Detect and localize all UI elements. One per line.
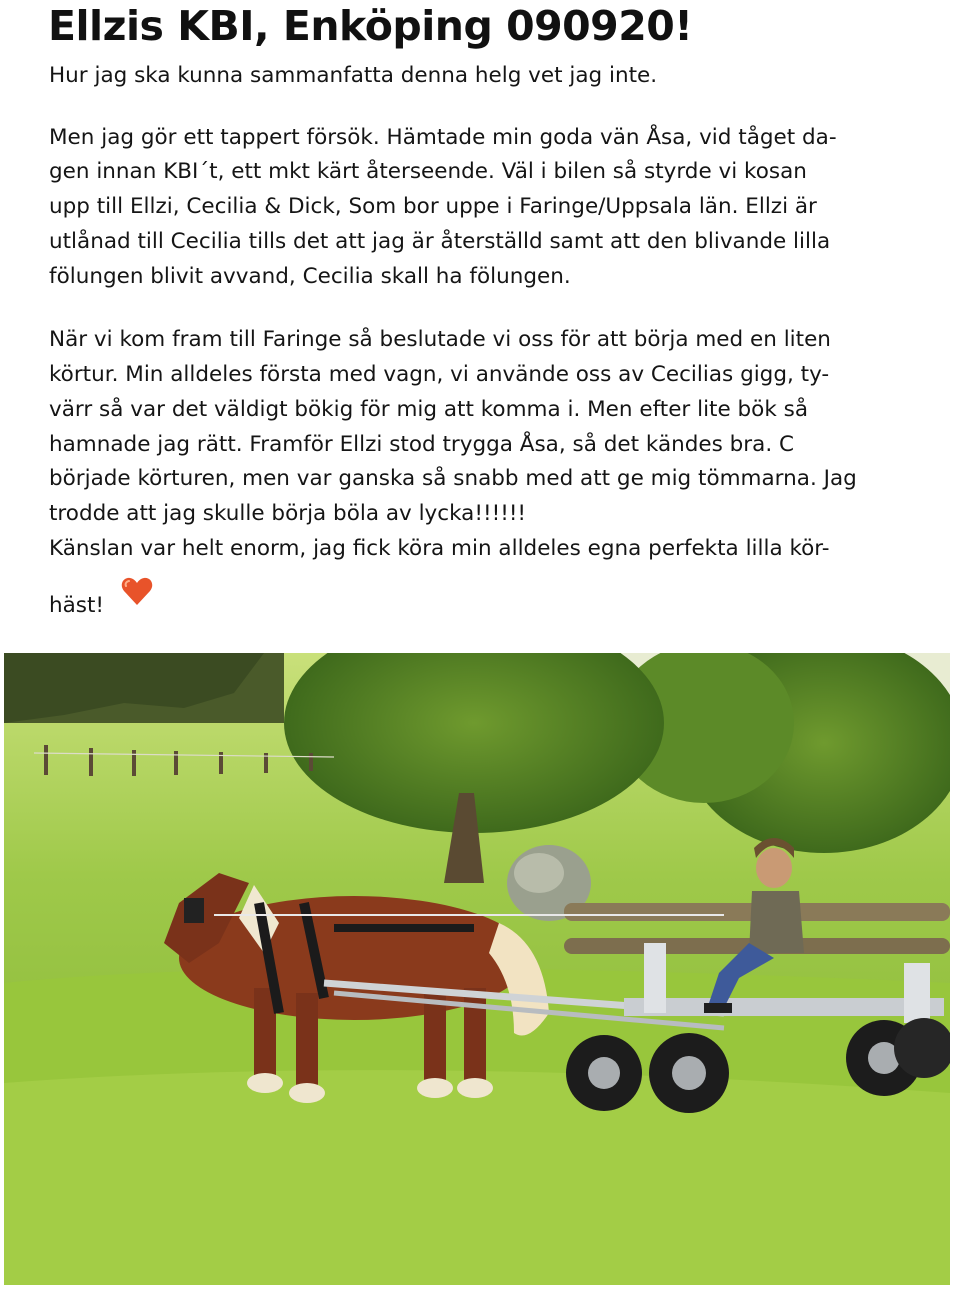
- paragraph-1-line-2: gen innan KBI´t, ett mkt kärt återseende. Väl i bilen så styrde vi kosan: [49, 159, 807, 184]
- paragraph-2-line-4: hamnade jag rätt. Framför Ellzi stod trygga Åsa, så det kändes bra. C: [49, 432, 795, 457]
- heart-icon: [121, 576, 153, 606]
- paragraph-2-line-2: körtur. Min alldeles första med vagn, vi använde oss av Cecilias gigg, ty-: [49, 362, 830, 387]
- paragraph-2-line-6: trodde att jag skulle börja böla av lycka!!!!!!: [49, 501, 527, 526]
- photo-horse-cart: [4, 653, 950, 1285]
- paragraph-1-line-4: utlånad till Cecilia tills det att jag är återställd samt att den blivande lilla: [49, 229, 831, 254]
- page-title: Ellzis KBI, Enköping 090920!: [48, 2, 693, 50]
- paragraph-2-line-1: När vi kom fram till Faringe så beslutade vi oss för att börja med en liten: [49, 327, 831, 352]
- intro-line: Hur jag ska kunna sammanfatta denna helg vet jag inte.: [49, 63, 658, 88]
- paragraph-2-line-5: började körturen, men var ganska så snabb med att ge mig tömmarna. Jag: [49, 466, 857, 491]
- paragraph-3-line-1: Känslan var helt enorm, jag fick köra min alldeles egna perfekta lilla kör-: [49, 536, 830, 561]
- paragraph-3-line-2: häst!: [49, 593, 105, 618]
- paragraph-2-line-3: värr så var det väldigt bökig för mig att komma i. Men efter lite bök så: [49, 397, 808, 422]
- paragraph-1-line-5: fölungen blivit avvand, Cecilia skall ha fölungen.: [49, 264, 571, 289]
- paragraph-1-line-1: Men jag gör ett tappert försök. Hämtade min goda vän Åsa, vid tåget da-: [49, 125, 837, 150]
- paragraph-1-line-3: upp till Ellzi, Cecilia & Dick, Som bor uppe i Faringe/Uppsala län. Ellzi är: [49, 194, 817, 219]
